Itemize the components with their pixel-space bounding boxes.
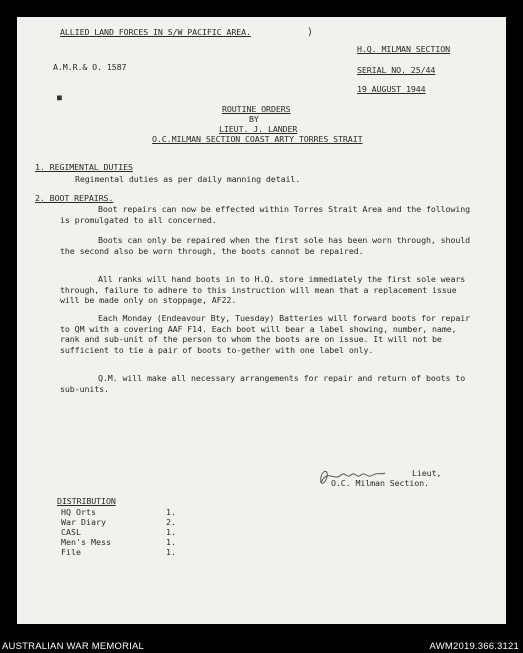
ink-blot: ■ — [57, 93, 62, 102]
document-page — [17, 17, 506, 624]
distribution-heading: DISTRIBUTION — [57, 496, 116, 506]
distribution-name: Men's Mess — [61, 537, 111, 547]
item-2-paragraph-3: All ranks will hand boots in to H.Q. store immediately the first sole wears through, failure to adhere to this instruction will mean that a replacement issue will be made only on stoppage, AF22. — [60, 274, 466, 305]
footer-institution: AUSTRALIAN WAR MEMORIAL — [2, 641, 145, 652]
title-line-1: ROUTINE ORDERS — [222, 104, 291, 114]
distribution-name: CASL — [61, 527, 81, 537]
distribution-count: 1. — [166, 507, 176, 517]
title-line-3: LIEUT. J. LANDER — [219, 124, 298, 134]
item-2-paragraph-1: Boot repairs can now be effected within Torres Strait Area and the following is promulgated to all concerned. — [60, 204, 471, 225]
serial-number: SERIAL NO. 25/44 — [357, 65, 436, 75]
item-2-paragraph-4: Each Monday (Endeavour Bty, Tuesday) Batteries will forward boots for repair to QM with a covering AAF F14. Each boot will bear a label showing, number, name, rank and sub-unit of the person to whom the boots are on issue. It will not be sufficient to tie a pair of boots to-gether with one label only. — [60, 313, 471, 355]
signatory-rank: Lieut, — [412, 468, 442, 478]
distribution-name: War Diary — [61, 517, 106, 527]
order-date: 19 AUGUST 1944 — [357, 84, 426, 94]
item-1-paragraph: Regimental duties as per daily manning detail. — [75, 174, 301, 184]
section-heading: H.Q. MILMAN SECTION — [357, 44, 451, 54]
title-line-2: BY — [249, 114, 259, 124]
item-2-paragraph-5: Q.M. will make all necessary arrangements for repair and return of boots to sub-units. — [60, 373, 466, 394]
signatory-appointment: O.C. Milman Section. — [331, 478, 429, 488]
footer-accession-number: AWM2019.366.3121 — [429, 641, 519, 652]
pen-mark: ) — [307, 27, 314, 38]
reference-number: A.M.R.& O. 1587 — [53, 62, 127, 72]
distribution-count: 2. — [166, 517, 176, 527]
distribution-count: 1. — [166, 547, 176, 557]
item-2-paragraph-2: Boots can only be repaired when the first sole has been worn through, should the second also be worn through, the boots cannot be repaired. — [60, 235, 471, 256]
distribution-name: File — [61, 547, 81, 557]
item-1-heading: 1. REGIMENTAL DUTIES — [35, 162, 133, 172]
distribution-name: HQ Orts — [61, 507, 96, 517]
distribution-count: 1. — [166, 537, 176, 547]
organisation-heading: ALLIED LAND FORCES IN S/W PACIFIC AREA. — [60, 27, 251, 37]
distribution-count: 1. — [166, 527, 176, 537]
item-2-heading: 2. BOOT REPAIRS. — [35, 193, 114, 203]
title-line-4: O.C.MILMAN SECTION COAST ARTY TORRES STRAIT — [152, 134, 363, 144]
